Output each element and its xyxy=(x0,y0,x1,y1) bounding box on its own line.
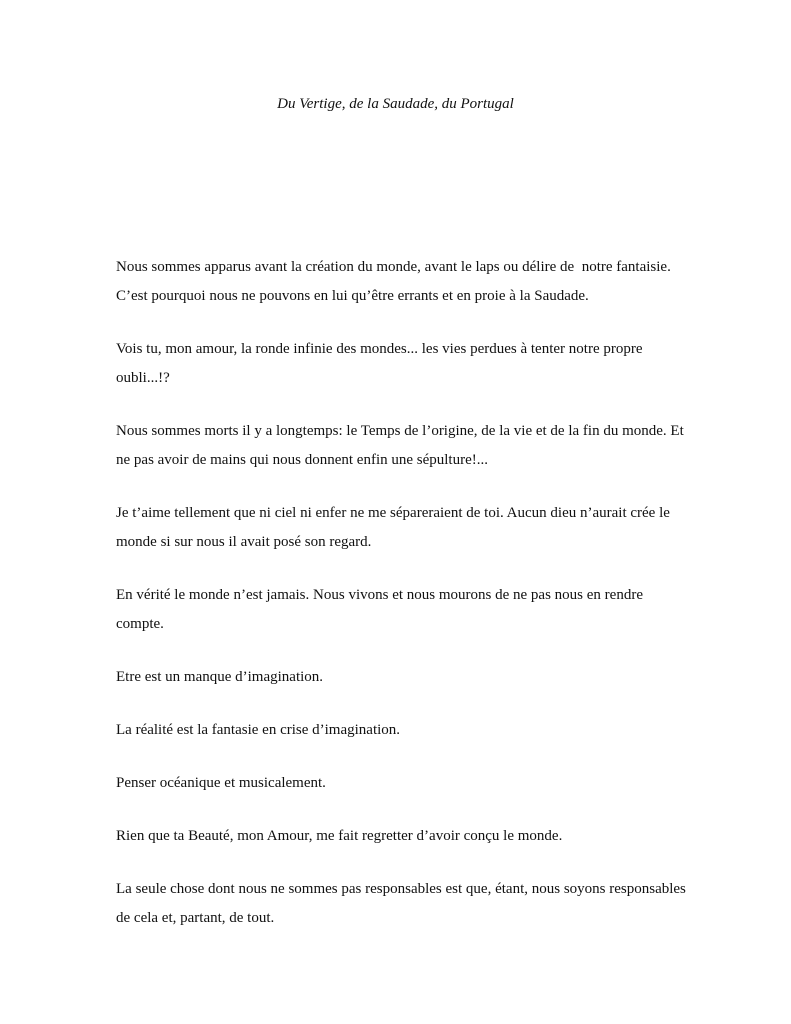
paragraph: Rien que ta Beauté, mon Amour, me fait regretter d’avoir conçu le monde. xyxy=(116,828,563,844)
paragraph: La seule chose dont nous ne sommes pas responsables est que, étant, nous soyons responsables de cela et, partant, de tout. xyxy=(116,881,690,926)
document-title: Du Vertige, de la Saudade, du Portugal xyxy=(277,96,514,112)
paragraph: Nous sommes apparus avant la création du monde, avant le laps ou délire de notre fantaisie. C’est pourquoi nous ne pouvons en lui qu’être errants et en proie à la Saudade. xyxy=(116,259,675,304)
paragraph: Nous sommes morts il y a longtemps: le Temps de l’origine, de la vie et de la fin du monde. Et ne pas avoir de mains qui nous donnent enfin une sépulture!... xyxy=(116,423,688,468)
document-body xyxy=(116,253,691,957)
paragraph: Je t’aime tellement que ni ciel ni enfer ne me sépareraient de toi. Aucun dieu n’aurait crée le monde si sur nous il avait posé son regard. xyxy=(116,505,674,550)
paragraph: Vois tu, mon amour, la ronde infinie des mondes... les vies perdues à tenter notre propre oubli...!? xyxy=(116,341,647,386)
paragraph: La réalité est la fantasie en crise d’imagination. xyxy=(116,722,401,738)
paragraph: Penser océanique et musicalement. xyxy=(116,775,326,791)
paragraph: En vérité le monde n’est jamais. Nous vivons et nous mourons de ne pas nous en rendre compte. xyxy=(116,587,647,632)
paragraph: Etre est un manque d’imagination. xyxy=(116,669,324,685)
